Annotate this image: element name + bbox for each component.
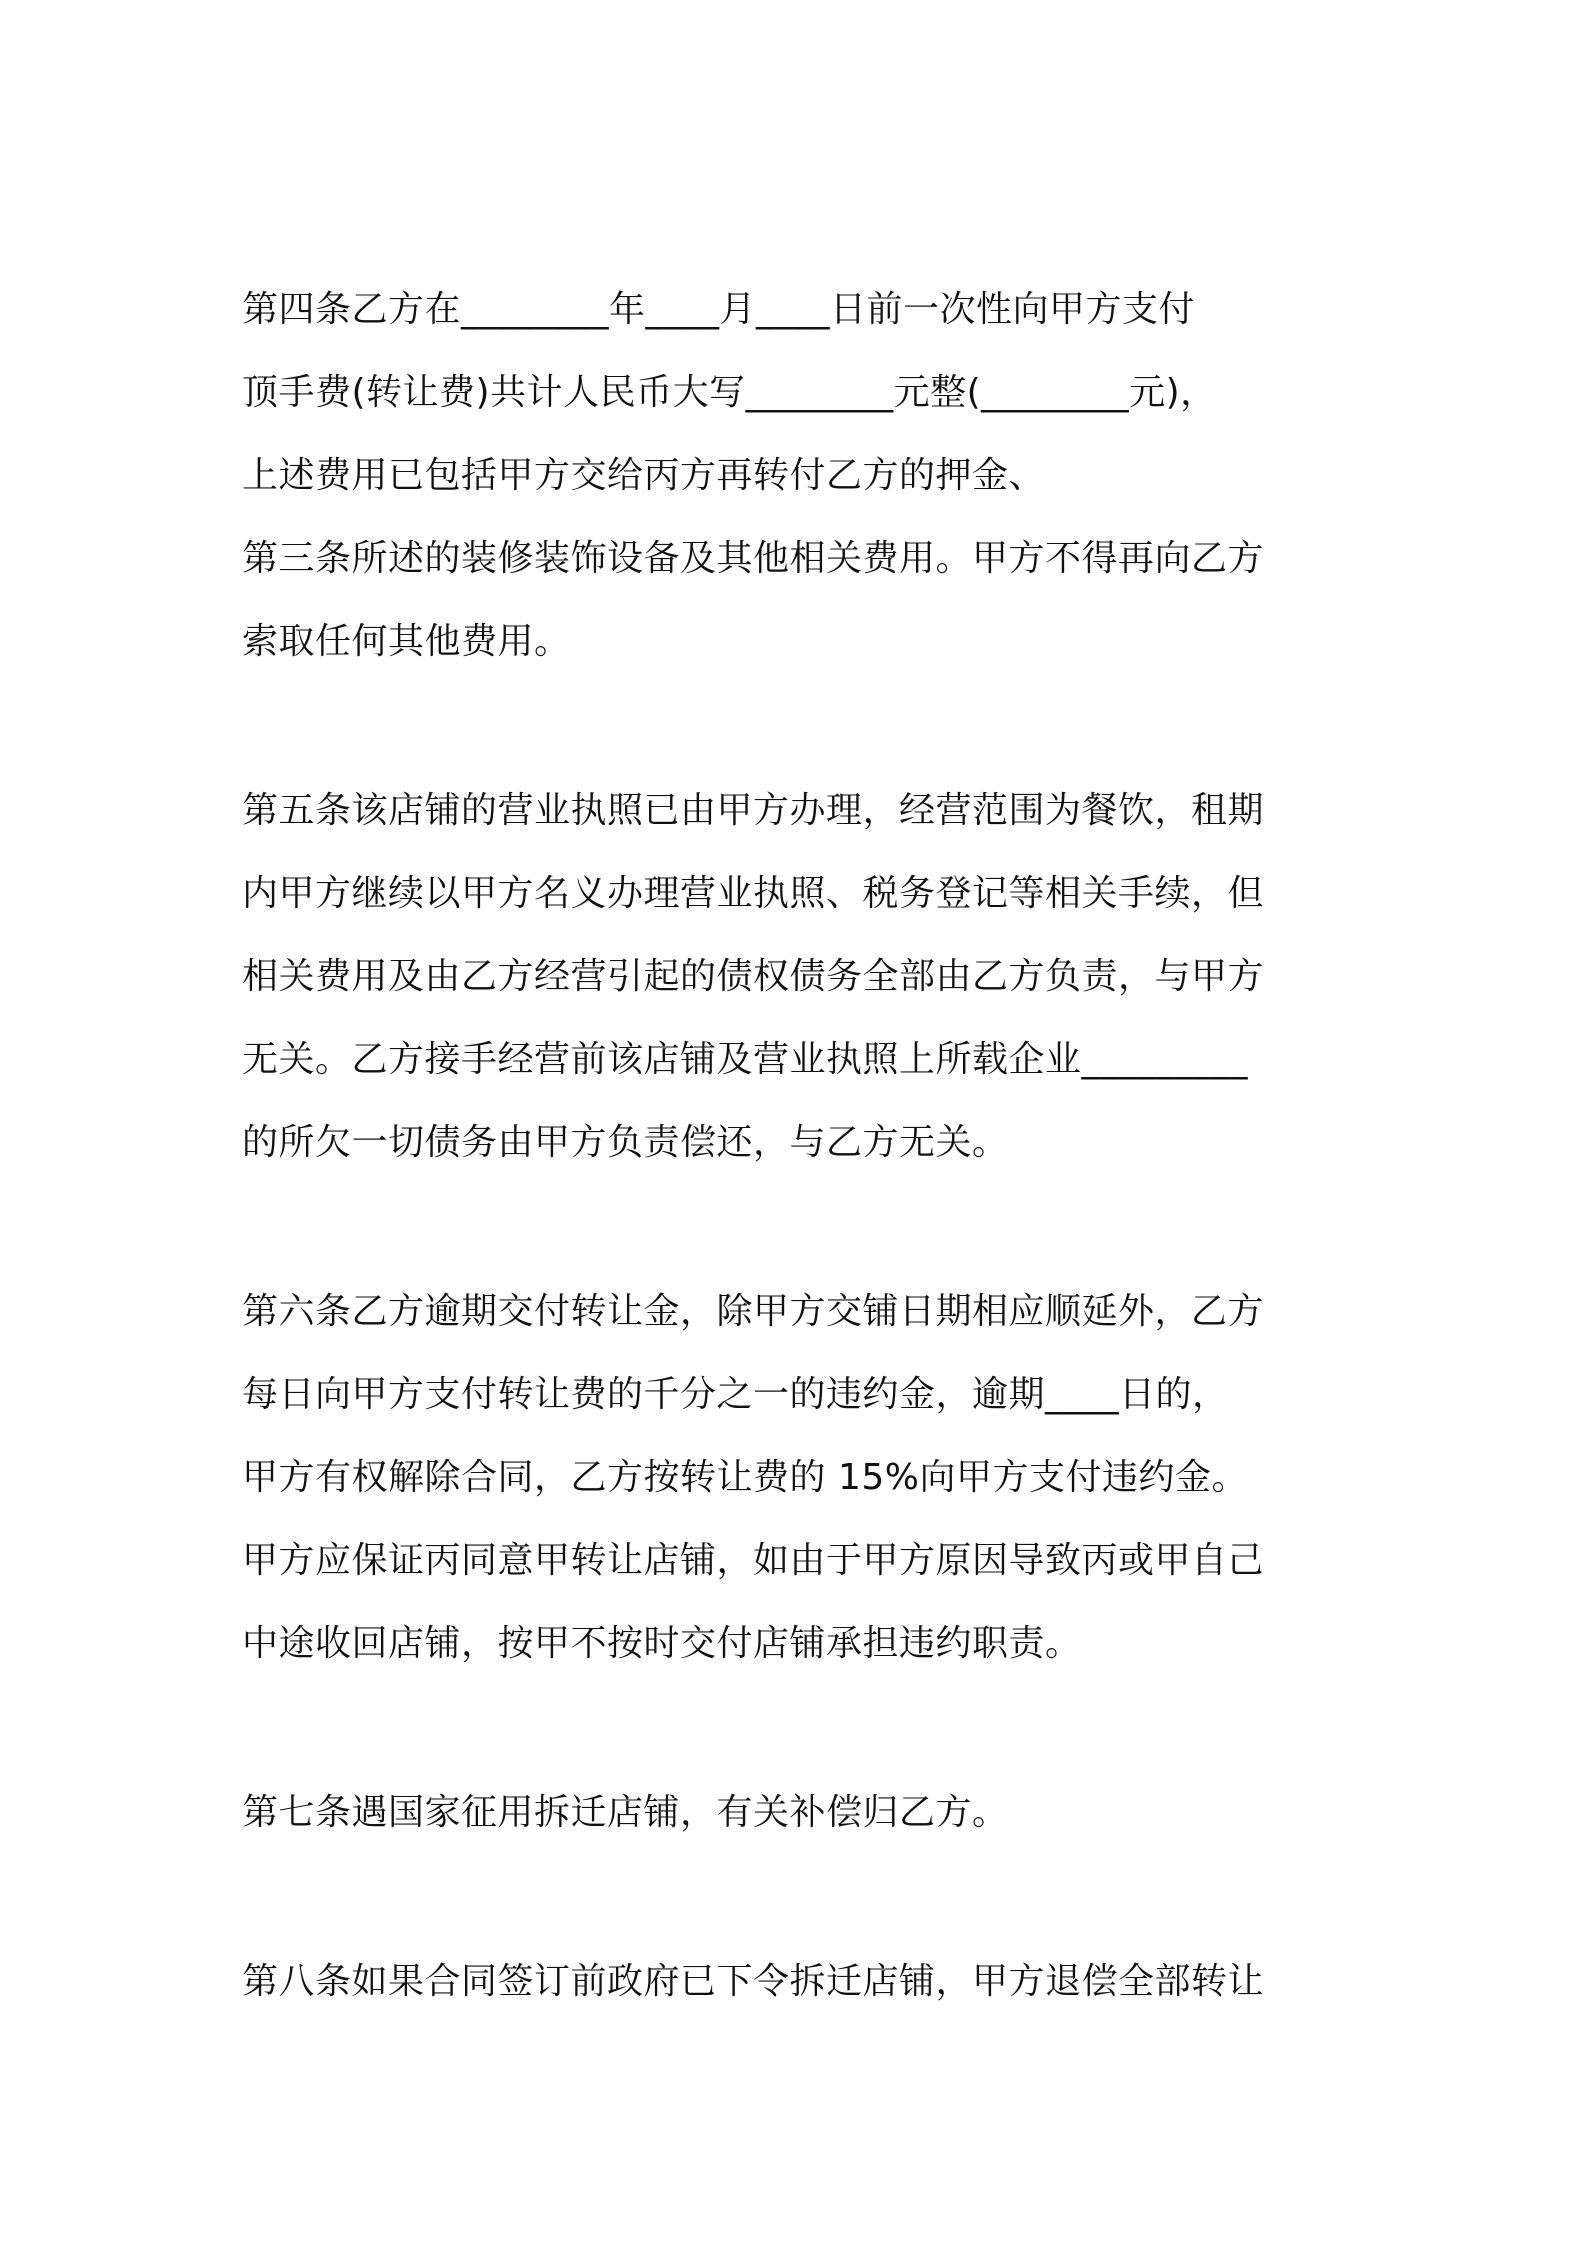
article-5: [242, 769, 1357, 1184]
article-8: [242, 1940, 1357, 2023]
article-5-line-5: 的所欠一切债务由甲方负责偿还，与乙方无关。: [242, 1122, 1009, 1163]
article-6-line-3: 甲方有权解除合同，乙方按转让费的 15%向甲方支付违约金。: [242, 1457, 1248, 1498]
article-4-line-5: 索取任何其他费用。: [242, 621, 571, 662]
article-6-line-1: 第六条乙方逾期交付转让金，除甲方交铺日期相应顺延外，乙方: [242, 1291, 1265, 1332]
article-6-line-5: 中途收回店铺，按甲不按时交付店铺承担违约职责。: [242, 1623, 1082, 1664]
article-4-line-1: 第四条乙方在________年____月____日前一次性向甲方支付: [242, 289, 1196, 330]
article-7-line-1: 第七条遇国家征用拆迁店铺，有关补偿归乙方。: [242, 1792, 1009, 1833]
article-5-line-2: 内甲方继续以甲方名义办理营业执照、税务登记等相关手续，但: [242, 873, 1265, 914]
article-4: [242, 268, 1357, 683]
document-body: [242, 268, 1357, 2109]
article-6-line-2: 每日向甲方支付转让费的千分之一的违约金，逾期____日的，: [242, 1374, 1229, 1415]
article-4-line-3: 上述费用已包括甲方交给丙方再转付乙方的押金、: [242, 455, 1046, 496]
article-6: [242, 1270, 1357, 1685]
article-5-line-1: 第五条该店铺的营业执照已由甲方办理，经营范围为餐饮，租期: [242, 790, 1265, 831]
article-6-line-4: 甲方应保证丙同意甲转让店铺，如由于甲方原因导致丙或甲自己: [242, 1540, 1265, 1581]
article-5-line-4: 无关。乙方接手经营前该店铺及营业执照上所载企业_________: [242, 1039, 1249, 1080]
article-4-line-4: 第三条所述的装修装饰设备及其他相关费用。甲方不得再向乙方: [242, 538, 1265, 579]
article-5-line-3: 相关费用及由乙方经营引起的债权债务全部由乙方负责，与甲方: [242, 956, 1265, 997]
article-7: [242, 1771, 1357, 1854]
article-8-line-1: 第八条如果合同签订前政府已下令拆迁店铺，甲方退偿全部转让: [242, 1961, 1265, 2002]
article-4-line-2: 顶手费(转让费)共计人民币大写________元整(________元)，: [242, 372, 1217, 413]
